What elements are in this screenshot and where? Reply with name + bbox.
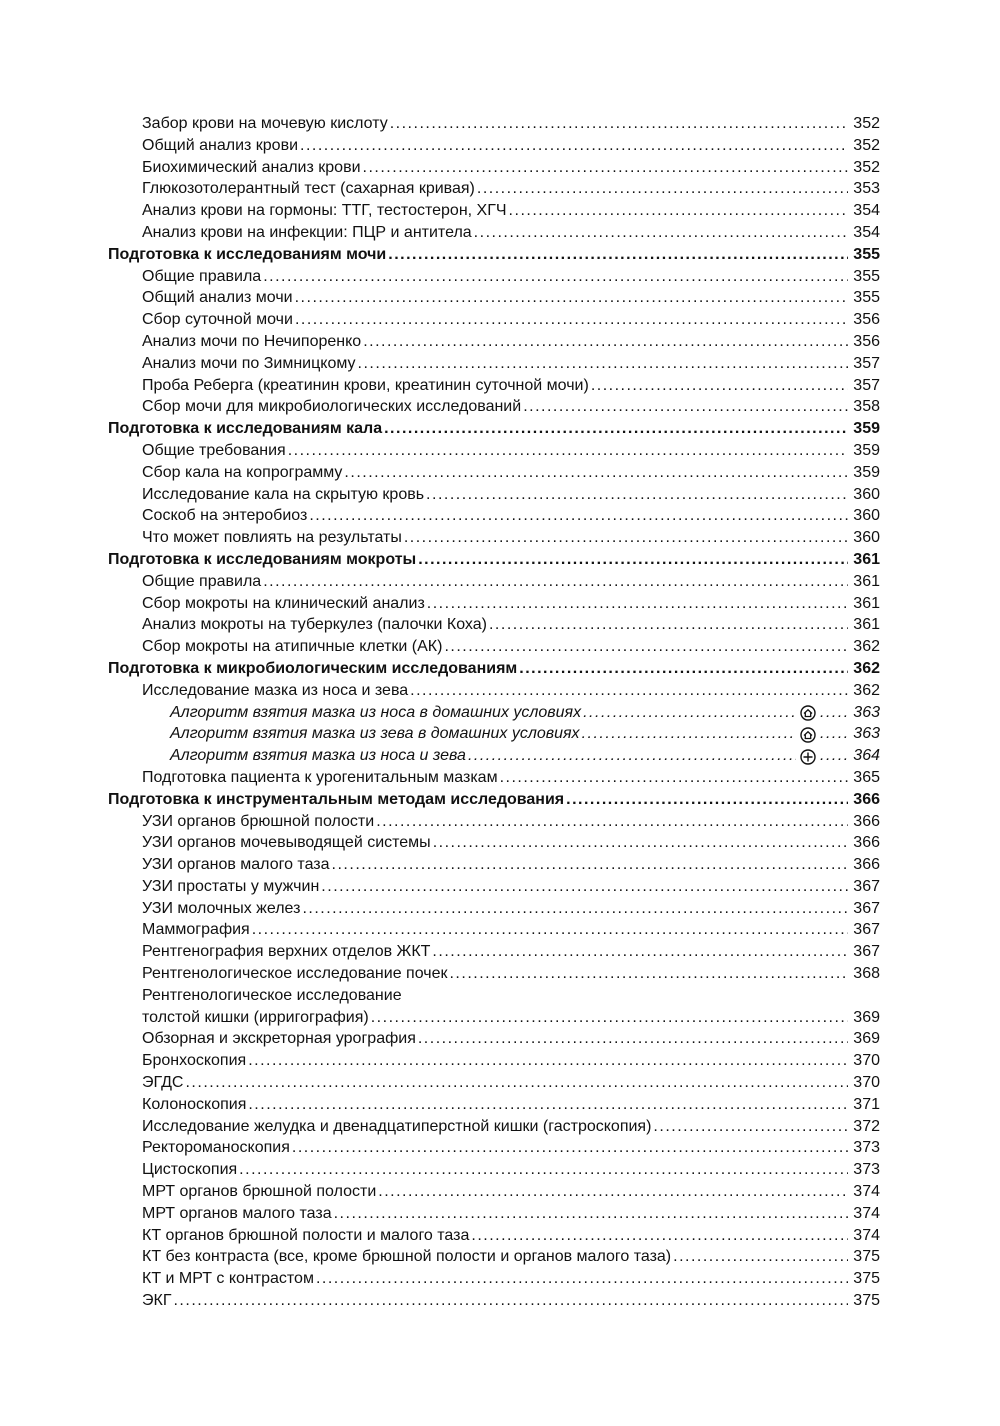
toc-entry[interactable]	[108, 200, 880, 222]
toc-leader-dots	[378, 1181, 848, 1203]
toc-entry-title: Забор крови на мочевую кислоту	[142, 115, 388, 132]
toc-leader-dots	[252, 919, 848, 941]
toc-leader-dots	[388, 244, 848, 266]
toc-entry[interactable]	[108, 331, 880, 353]
toc-entry-title: Подготовка к исследованиям кала	[108, 420, 383, 438]
toc-entry-title: УЗИ молочных желез	[142, 899, 301, 917]
toc-page-number: 359	[853, 420, 880, 438]
toc-entry[interactable]	[108, 1203, 880, 1225]
toc-entry-title: Рентгенологическое исследование почек	[142, 965, 448, 983]
toc-leader-dots	[468, 745, 796, 767]
toc-leader-dots	[509, 200, 848, 222]
toc-page-number: 374	[853, 1204, 880, 1222]
toc-page-number: 356	[853, 311, 880, 329]
toc-page-number: 362	[853, 638, 880, 656]
toc-entry-title: Исследование мазка из носа и зева	[142, 681, 409, 699]
toc-page-number: 360	[853, 485, 880, 503]
toc-entry[interactable]	[108, 157, 880, 179]
toc-leader-dots	[673, 1246, 848, 1268]
toc-leader-dots	[248, 1094, 848, 1116]
toc-entry[interactable]	[108, 484, 880, 506]
toc-page-number: 360	[853, 529, 880, 547]
toc-entry[interactable]	[108, 505, 880, 527]
toc-entry[interactable]	[108, 1246, 880, 1268]
toc-leader-dots	[371, 1007, 848, 1029]
toc-page-number: 352	[853, 115, 880, 132]
toc-section-heading[interactable]	[108, 658, 880, 680]
toc-entry[interactable]	[108, 919, 880, 941]
toc-entry-title: УЗИ простаты у мужчин	[142, 877, 320, 895]
toc-leader-dots	[653, 1116, 848, 1138]
toc-entry-title: Маммография	[142, 921, 250, 939]
toc-entry[interactable]	[108, 113, 880, 135]
toc-entry-title: Общие правила	[142, 572, 262, 590]
toc-entry-title: УЗИ органов брюшной полости	[142, 812, 375, 830]
toc-entry-title: КТ без контраста (все, кроме брюшной полости и органов малого таза)	[142, 1248, 672, 1266]
toc-leader-dots	[384, 418, 848, 440]
toc-leader-dots	[334, 1203, 848, 1225]
toc-page-number: 352	[853, 136, 880, 154]
toc-page-number: 366	[853, 834, 880, 852]
toc-page-number: 372	[853, 1117, 880, 1135]
toc-section-heading[interactable]	[108, 549, 880, 571]
toc-page-number: 354	[853, 202, 880, 220]
toc-page-number: 362	[853, 659, 880, 677]
toc-section-heading[interactable]	[108, 789, 880, 811]
toc-entry-title: Сбор мокроты на атипичные клетки (АК)	[142, 638, 443, 656]
toc-page-number: 370	[853, 1052, 880, 1070]
toc-page-number: 352	[853, 158, 880, 176]
toc-entry-title: Сбор мокроты на клинический анализ	[142, 594, 425, 612]
toc-entry[interactable]	[108, 396, 880, 418]
toc-entry-title: Обзорная и экскреторная урография	[142, 1030, 416, 1048]
toc-leader-dots	[426, 484, 848, 506]
toc-leader-dots	[263, 571, 848, 593]
toc-entry-title: Соскоб на энтеробиоз	[142, 507, 308, 525]
toc-section-heading[interactable]	[108, 244, 880, 266]
toc-page-number: 361	[853, 550, 880, 568]
toc-leader-dots	[363, 331, 848, 353]
toc-page-number: 375	[853, 1270, 880, 1288]
toc-entry-title: Рентгенография верхних отделов ЖКТ	[142, 943, 431, 961]
toc-leader-dots	[432, 941, 848, 963]
toc-page-number: 357	[853, 354, 880, 372]
toc-entry-title: Алгоритм взятия мазка из зева в домашних условиях	[170, 725, 580, 743]
toc-page-number: 367	[853, 899, 880, 917]
toc-entry-title: Подготовка к инструментальным методам исследования	[108, 790, 565, 808]
toc-leader-dots	[410, 680, 848, 702]
toc-entry-title: Сбор кала на копрограмму	[142, 463, 343, 481]
toc-entry-title: УЗИ органов малого таза	[142, 856, 330, 874]
toc-leader-dots	[295, 309, 848, 331]
toc-entry[interactable]	[108, 745, 880, 767]
toc-entry-title: Анализ мочи по Нечипоренко	[142, 332, 362, 350]
toc-entry-title: Сбор суточной мочи	[142, 311, 293, 329]
toc-entry-title: Подготовка к микробиологическим исследованиям	[108, 659, 518, 677]
toc-entry-title: Общий анализ мочи	[142, 289, 293, 307]
toc-entry[interactable]	[108, 985, 880, 1007]
toc-entry[interactable]	[108, 571, 880, 593]
toc-leader-dots	[523, 396, 848, 418]
toc-entry-title: КТ и МРТ с контрастом	[142, 1270, 314, 1288]
toc-page-number: 368	[853, 965, 880, 983]
toc-page-number: 367	[853, 943, 880, 961]
toc-page-number: 375	[853, 1248, 880, 1266]
toc-page-number: 371	[853, 1095, 880, 1113]
toc-leader-dots	[344, 462, 848, 484]
toc-entry[interactable]	[108, 702, 880, 724]
toc-page-number: 374	[853, 1183, 880, 1201]
toc-entry-title: толстой кишки (ирригография)	[142, 1008, 369, 1026]
toc-leader-dots	[300, 135, 848, 157]
toc-entry-title: Исследование желудка и двенадцатиперстной кишки (гастроскопия)	[142, 1117, 652, 1135]
toc-entry[interactable]	[108, 1268, 880, 1290]
toc-entry-title: МРТ органов малого таза	[142, 1204, 332, 1222]
toc-entry[interactable]	[108, 636, 880, 658]
toc-entry-title: УЗИ органов мочевыводящей системы	[142, 834, 431, 852]
toc-entry[interactable]	[108, 898, 880, 920]
toc-entry[interactable]	[108, 527, 880, 549]
toc-leader-dots	[820, 745, 848, 767]
toc-entry-title: Цистоскопия	[142, 1161, 238, 1179]
toc-page-number: 362	[853, 681, 880, 699]
toc-entry[interactable]	[108, 222, 880, 244]
toc-entry-title: Алгоритм взятия мазка из носа в домашних условиях	[170, 703, 582, 721]
toc-entry-title: Общие правила	[142, 267, 262, 285]
toc-leader-dots	[433, 832, 848, 854]
toc-entry-title: Анализ крови на инфекции: ПЦР и антитела	[142, 223, 472, 241]
toc-page-number: 354	[853, 223, 880, 241]
toc-page-number: 364	[853, 747, 880, 765]
toc-entry-title: Подготовка пациента к урогенитальным мазкам	[142, 768, 498, 786]
toc-entry-title: Глюкозотолерантный тест (сахарная кривая)	[142, 180, 475, 198]
toc-entry[interactable]	[108, 680, 880, 702]
toc-leader-dots	[239, 1159, 848, 1181]
toc-leader-dots	[820, 723, 848, 745]
toc-entry[interactable]	[108, 723, 880, 745]
toc-page-number: 365	[853, 768, 880, 786]
toc-page-number: 355	[853, 245, 880, 263]
toc-page-number: 361	[853, 594, 880, 612]
toc-page-number: 366	[853, 790, 880, 808]
toc-entry-title: Ректороманоскопия	[142, 1139, 290, 1157]
toc-leader-dots	[248, 1050, 848, 1072]
toc-entry[interactable]	[108, 811, 880, 833]
toc-leader-dots	[295, 287, 848, 309]
toc-page-number: 363	[853, 703, 880, 721]
toc-entry[interactable]	[108, 832, 880, 854]
home-icon	[800, 705, 816, 721]
toc-leader-dots	[332, 854, 848, 876]
toc-leader-dots	[418, 549, 848, 571]
toc-page-number: 367	[853, 921, 880, 939]
toc-entry[interactable]	[108, 178, 880, 200]
toc-page-number: 374	[853, 1226, 880, 1244]
plus-circle-icon	[800, 749, 816, 765]
toc-leader-dots	[316, 1268, 848, 1290]
toc-leader-dots	[820, 702, 848, 724]
toc-entry[interactable]	[108, 287, 880, 309]
toc-page-number: 357	[853, 376, 880, 394]
home-icon	[800, 727, 816, 743]
toc-entry[interactable]	[108, 1290, 880, 1312]
toc-page-number: 367	[853, 877, 880, 895]
toc-entry[interactable]	[108, 1137, 880, 1159]
toc-entry[interactable]	[108, 767, 880, 789]
table-of-contents	[108, 113, 880, 1312]
toc-entry[interactable]	[108, 1072, 880, 1094]
toc-entry[interactable]	[108, 1181, 880, 1203]
toc-leader-dots	[185, 1072, 848, 1094]
toc-leader-dots	[418, 1028, 848, 1050]
toc-page-number: 375	[853, 1292, 880, 1310]
toc-entry-title: Колоноскопия	[142, 1095, 247, 1113]
toc-entry[interactable]	[108, 854, 880, 876]
toc-leader-dots	[309, 505, 848, 527]
toc-page-number: 369	[853, 1030, 880, 1048]
toc-entry-title: ЭКГ	[142, 1292, 172, 1310]
toc-entry[interactable]	[108, 440, 880, 462]
toc-leader-dots	[376, 811, 848, 833]
toc-page-number: 366	[853, 812, 880, 830]
toc-leader-dots	[358, 353, 848, 375]
toc-page-number: 360	[853, 507, 880, 525]
toc-entry-title: Рентгенологическое исследование	[142, 986, 402, 1004]
toc-entry-title: Общий анализ крови	[142, 136, 299, 154]
toc-leader-dots	[321, 876, 848, 898]
toc-entry-title: Биохимический анализ крови	[142, 158, 361, 176]
toc-page-number: 369	[853, 1008, 880, 1026]
toc-leader-dots	[566, 789, 848, 811]
toc-entry-title: МРТ органов брюшной полости	[142, 1183, 377, 1201]
toc-leader-dots	[477, 178, 848, 200]
toc-entry[interactable]	[108, 1028, 880, 1050]
toc-entry[interactable]	[108, 309, 880, 331]
toc-leader-dots	[263, 266, 848, 288]
toc-leader-dots	[474, 222, 848, 244]
toc-entry[interactable]	[108, 375, 880, 397]
toc-entry-title: КТ органов брюшной полости и малого таза	[142, 1226, 470, 1244]
toc-entry[interactable]	[108, 963, 880, 985]
toc-entry-title: Что может повлиять на результаты	[142, 529, 402, 547]
toc-leader-dots	[500, 767, 848, 789]
toc-leader-dots	[288, 440, 848, 462]
toc-entry[interactable]	[108, 1159, 880, 1181]
toc-entry[interactable]	[108, 1050, 880, 1072]
toc-entry[interactable]	[108, 353, 880, 375]
toc-leader-dots	[489, 614, 848, 636]
toc-page-number: 359	[853, 441, 880, 459]
toc-page-number: 363	[853, 725, 880, 743]
toc-entry[interactable]	[108, 1094, 880, 1116]
toc-entry-title: Бронхоскопия	[142, 1052, 247, 1070]
toc-section-heading[interactable]	[108, 418, 880, 440]
toc-entry[interactable]	[108, 1116, 880, 1138]
toc-entry[interactable]	[108, 135, 880, 157]
toc-leader-dots	[582, 723, 796, 745]
toc-page-number: 355	[853, 267, 880, 285]
toc-leader-dots	[302, 898, 848, 920]
toc-entry-title: Сбор мочи для микробиологических исследований	[142, 398, 522, 416]
toc-leader-dots	[591, 375, 848, 397]
toc-page-number: 373	[853, 1161, 880, 1179]
toc-entry-title: Подготовка к исследованиям мокроты	[108, 550, 417, 568]
toc-entry[interactable]	[108, 876, 880, 898]
toc-leader-dots	[390, 113, 848, 135]
toc-entry-title: ЭГДС	[142, 1074, 184, 1092]
toc-leader-dots	[444, 636, 848, 658]
toc-entry-title: Подготовка к исследованиям мочи	[108, 245, 387, 263]
toc-entry[interactable]	[108, 462, 880, 484]
toc-entry[interactable]	[108, 593, 880, 615]
toc-page-number: 355	[853, 289, 880, 307]
toc-entry-title: Общие требования	[142, 441, 286, 459]
toc-entry[interactable]	[108, 266, 880, 288]
toc-leader-dots	[363, 157, 848, 179]
toc-leader-dots	[427, 593, 848, 615]
toc-entry[interactable]	[108, 1007, 880, 1029]
toc-entry[interactable]	[108, 941, 880, 963]
toc-page-number: 373	[853, 1139, 880, 1157]
toc-leader-dots	[292, 1137, 848, 1159]
toc-entry-title: Анализ крови на гормоны: ТТГ, тестостерон, ХГЧ	[142, 202, 507, 220]
toc-page-number: 370	[853, 1074, 880, 1092]
toc-leader-dots	[404, 527, 848, 549]
toc-page-number: 359	[853, 463, 880, 481]
toc-leader-dots	[583, 702, 796, 724]
toc-entry-title: Анализ мочи по Зимницкому	[142, 354, 356, 372]
toc-page-number: 353	[853, 180, 880, 198]
toc-entry[interactable]	[108, 1225, 880, 1247]
toc-page-number: 356	[853, 332, 880, 350]
toc-leader-dots	[519, 658, 848, 680]
toc-page-number: 361	[853, 572, 880, 590]
toc-entry[interactable]	[108, 614, 880, 636]
toc-entry-title: Анализ мокроты на туберкулез (палочки Коха)	[142, 616, 487, 634]
toc-entry-title: Алгоритм взятия мазка из носа и зева	[170, 747, 466, 765]
toc-entry-title: Проба Реберга (креатинин крови, креатинин суточной мочи)	[142, 376, 589, 394]
toc-page-number: 361	[853, 616, 880, 634]
toc-leader-dots	[471, 1225, 848, 1247]
toc-leader-dots	[173, 1290, 848, 1312]
toc-page-number: 366	[853, 856, 880, 874]
toc-page-number: 358	[853, 398, 880, 416]
toc-entry-title: Исследование кала на скрытую кровь	[142, 485, 425, 503]
toc-leader-dots	[449, 963, 848, 985]
